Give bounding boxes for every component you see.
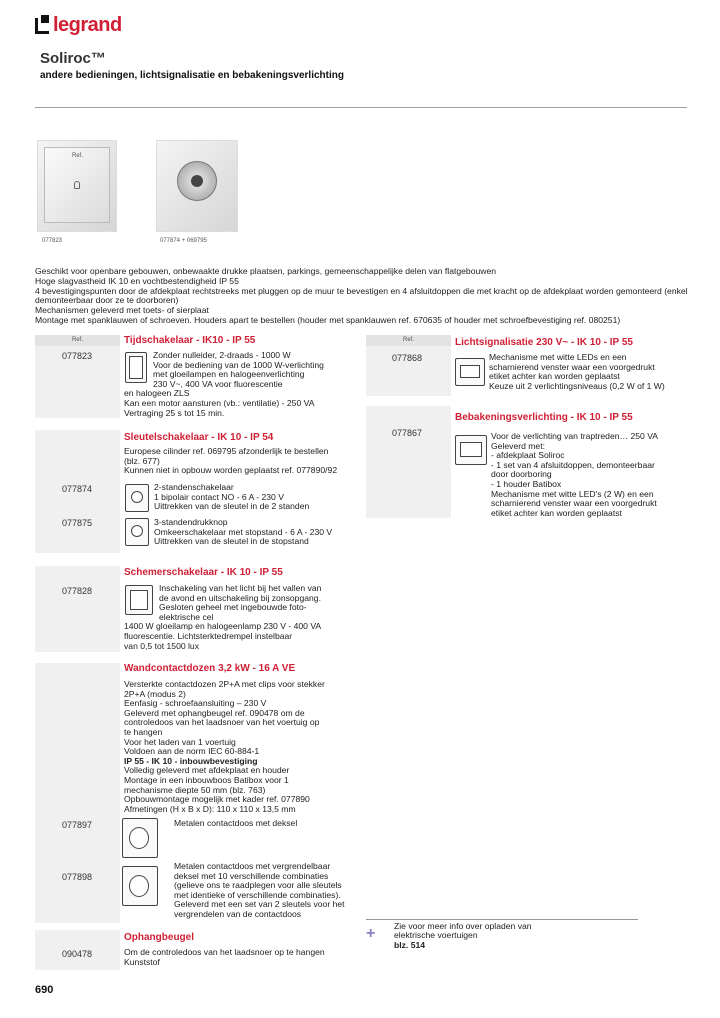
header-divider — [35, 107, 687, 108]
timer-description: Zonder nulleider, 2-draads - 1000 W Voor de bediening van de 1000 W-verlichting met gloeilampen en halogeenverlichting 230 V~, 400 VA voor fluorescentie en halogeen ZLS Kan een motor aansturen (vb.: ventilatie) - 250 VA Vertraging 25 s tot 15 min. — [124, 350, 324, 418]
ref-077875: 077875 — [62, 518, 93, 528]
key-switch-2pos-icon — [125, 484, 149, 512]
ref-077828: 077828 — [62, 586, 93, 596]
section-heading-twilight-switch: Schemerschakelaar - IK 10 - IP 55 — [124, 567, 283, 578]
key-switch-intro: Europese cilinder ref. 069795 afzonderlijk te bestellen (blz. 677) Kunnen niet in opbouw worden geplaatst ref. 077890/92 — [124, 446, 338, 476]
hanger-description: Om de controledoos van het laadsnoer op te hangen Kunststof — [124, 947, 325, 967]
ref-column-right-2 — [366, 406, 451, 518]
page-number: 690 — [35, 984, 54, 996]
marker-light-description: Voor de verlichting van traptreden… 250 VA Geleverd met: - afdekplaat Soliroc - 1 set van 4 afsluitdoppen, demonteerbaar door doorboring - 1 houder Batibox Mechanisme met witte LED's (2 W) en een scharnierend venster waar een voorgedrukt etiket achter kan worden geplaatst — [491, 431, 659, 518]
section-heading-wall-sockets: Wandcontactdozen 3,2 kW - 16 A VE — [124, 663, 296, 674]
image-caption-2: 077874 + 069795 — [160, 238, 207, 244]
ref-077868: 077868 — [392, 353, 423, 363]
image-caption-1: 077823 — [42, 238, 63, 244]
twilight-switch-description: Inschakeling van het licht bij het vallen van de avond en uitschakeling bij zonsopgang. Gesloten geheel met ingebouwde foto- elektrische cel 1400 W gloeilamp en halogeenlamp 230 V - 400 VA fluorescentie. Lichtsterktedrempel instelbaar van 0,5 tot 1500 lux — [124, 583, 322, 651]
lockable-socket-icon — [122, 866, 158, 906]
key-pushbutton-3pos-description: 3-standendrukknop Omkeerschakelaar met stopstand - 6 A - 230 V Uittrekken van de sleutel in de stopstand — [154, 517, 333, 547]
ref-column-left-4 — [35, 663, 120, 923]
ref-090478: 090478 — [62, 949, 93, 959]
product-image-timer-switch — [37, 140, 117, 232]
page-title: Soliroc™ — [40, 50, 106, 67]
wall-sockets-subheading: IP 55 - IK 10 - inbouwbevestiging — [124, 755, 258, 766]
socket-with-lid-icon — [122, 818, 158, 858]
key-switch-2pos-description: 2-standenschakelaar 1 bipolair contact NO - 6 A - 230 V Uittrekken van de sleutel in de 2 standen — [154, 482, 310, 512]
brand-logo — [35, 14, 122, 37]
light-signal-icon — [455, 358, 485, 386]
brand-name: legrand — [53, 14, 122, 36]
key-cylinder-icon — [191, 175, 203, 187]
ref-077897: 077897 — [62, 820, 93, 830]
ref-column-left-3 — [35, 566, 120, 652]
light-bulb-icon — [74, 181, 80, 189]
page-subtitle: andere bedieningen, lichtsignalisatie en bebakeningsverlichting — [40, 70, 344, 81]
lockable-socket-description: Metalen contactdoos met vergrendelbaar deksel met 10 verschillende combinaties (gelieve ons te raadplegen voor alle sleutels met identieke of verschillende combinaties). Geleverd met een set van 2 sleutels voor het vergrendelen van de contactdoos — [174, 861, 345, 919]
intro-text: Geschikt voor openbare gebouwen, onbewaakte drukke plaatsen, parkings, gemeenschappelijke delen van flatgebouwen Hoge slagvastheid IK 10 en vochtbestendigheid IP 55 4 bevestigingspunten door de afdekplaat rechtstreeks met pluggen op de muur te bevestigen en 4 afsluitdoppen die met kracht op de afdekplaat worden gemonteerd (enkel demonteerbaar door ze te doorboren) Mechanismen geleverd met toets- of sierplaat Montage met spanklauwen of schroeven. Houders apart te bestellen (houder met spanklauwen ref. 670635 of houder met schroefbevestiging ref. 080251) — [35, 266, 688, 325]
ev-charging-icon: + — [366, 925, 376, 942]
note-divider — [366, 919, 638, 920]
ref-header-right: Ref. — [366, 335, 451, 346]
wall-sockets-description: Versterkte contactdozen 2P+A met clips voor stekker 2P+A (modus 2) Eenfasig - schroefaansluiting – 230 V Geleverd met ophangbeugel ref. 090478 om de controledoos van het laadsnoer van het voertuig op te hangen Voor het laden van 1 voertuig Voldoen aan de norm IEC 60-884-1 IP 55 - IK 10 - inbouwbevestiging Volledig geleverd met afdekplaat en houder Montage in een inbouwboos Batibox voor 1 mechanisme diepte 50 mm (blz. 763) Opbouwmontage mogelijk met kader ref. 077890 Afmetingen (H x B x D): 110 x 110 x 13,5 mm — [124, 680, 374, 814]
section-heading-hanger: Ophangbeugel — [124, 932, 194, 943]
key-pushbutton-3pos-icon — [125, 518, 149, 546]
socket-with-lid-description: Metalen contactdoos met deksel — [174, 818, 298, 828]
legrand-logo-icon — [35, 18, 49, 34]
ref-077898: 077898 — [62, 872, 93, 882]
image-ref-label: Ref. — [72, 153, 84, 159]
section-heading-key-switch: Sleutelschakelaar - IK 10 - IP 54 — [124, 432, 274, 443]
light-signal-description: Mechanisme met witte LEDs en een scharnierend venster waar een voorgedrukt etiket achter kan worden geplaatst Keuze uit 2 verlichtingsniveaus (0,2 W of 1 W) — [489, 352, 665, 391]
marker-light-icon — [455, 435, 487, 465]
product-image-key-switch — [156, 140, 238, 232]
ref-077867: 077867 — [392, 428, 423, 438]
section-heading-light-signal: Lichtsignalisatie 230 V~ - IK 10 - IP 55 — [455, 337, 633, 348]
ev-charging-note: Zie voor meer info over opladen van elektrische voertuigen blz. 514 — [394, 922, 594, 950]
section-heading-timer: Tijdschakelaar - IK10 - IP 55 — [124, 335, 256, 346]
ref-077874: 077874 — [62, 484, 93, 494]
section-heading-marker-light: Bebakeningsverlichting - IK 10 - IP 55 — [455, 412, 633, 423]
ref-077823: 077823 — [62, 351, 93, 361]
ref-header-left: Ref. — [35, 335, 120, 346]
ev-charging-page-link[interactable]: blz. 514 — [394, 939, 426, 950]
